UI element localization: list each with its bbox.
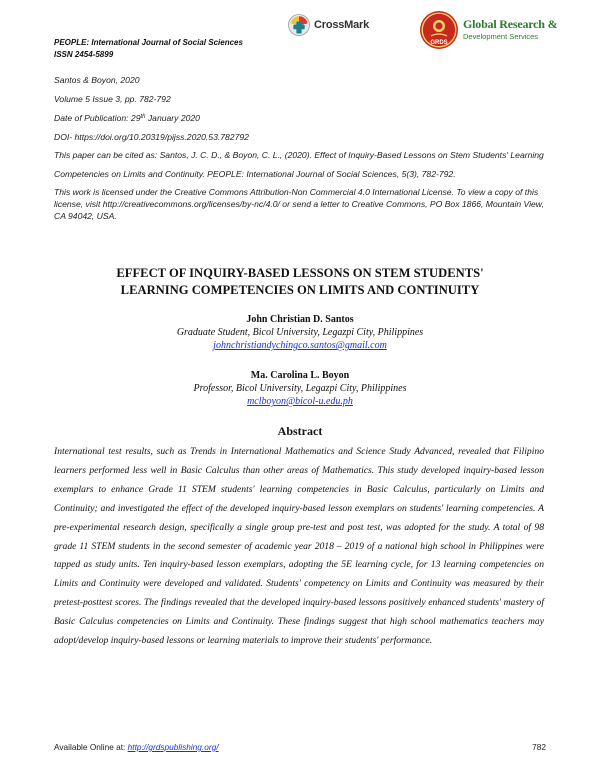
author-email-link[interactable]: mclboyon@bicol-u.edu.ph: [247, 396, 353, 407]
availability-label: Available Online at:: [54, 742, 128, 752]
author-block-2: [40, 369, 560, 408]
citation-text: This paper can be cited as: Santos, J. C. D., & Boyon, C. L., (2020). Effect of Inquiry-Based Lessons on Stem Students' Learning Competencies on Limits and Continuity. PEOPLE: International Journal of Social Sciences, 5(3), 782-792.: [54, 150, 544, 179]
paper-title: [40, 265, 560, 299]
crossmark-label: CrossMark: [314, 19, 370, 31]
journal-issn: ISSN 2454-5899: [54, 50, 114, 59]
page-number: 782: [532, 742, 546, 752]
abstract-text: International test results, such as Trends in International Mathematics and Science Study Advanced, revealed that Filipino learners performed less well in Basic Calculus than other areas of Mathematics. This study developed inquiry-based lesson exemplars to enhance Grade 11 STEM students' learning competencies in Basic Calculus, particularly on Limits and Continuity; and investigated the effect of the developed inquiry-based lesson exemplars on students' learning competencies. A pre-experimental research design, specifically a single group pre-test and post test, was adopted for the study. A total of 98 grade 11 STEM students in the second semester of academic year 2018 – 2019 of a national high school in Philippines were tapped as study units. Ten inquiry-based lesson exemplars, adopting the 5E learning cycle, for 13 learning competencies on Limits and Continuity were developed and validated. Students' competency on Limits and Continuity was measured by their pretest-posttest scores. The findings revealed that the developed inquiry-based lessons positively enhanced students' mastery of Basic Calculus competencies on Limits and Continuity. These findings suggest that high school mathematics teachers may adopt/develop inquiry-based lessons or learning materials to improve their students' performance.: [54, 446, 544, 647]
publisher-seal-icon: [419, 10, 459, 50]
author-affiliation: Professor, Bicol University, Legazpi City, Philippines: [193, 383, 407, 394]
abstract-heading: Abstract: [277, 424, 323, 438]
publisher-logo: [419, 10, 557, 50]
journal-header: [54, 37, 243, 61]
publisher-name: Global Research &: [463, 16, 558, 31]
authors-short: Santos & Boyon, 2020: [54, 75, 140, 85]
crossmark-icon: [288, 14, 310, 36]
author-name: Ma. Carolina L. Boyon: [250, 370, 350, 381]
license-text: This work is licensed under the Creative Commons Attribution-Non Commercial 4.0 International License. To view a copy of this license, visit http://creativecommons.org/licenses/by-nc/4.0/ or send a letter to Creative Commons, PO Box 1866, Mountain View, CA 94042, USA.: [54, 187, 544, 221]
volume-pages: Volume 5 Issue 3, pp. 782-792: [54, 93, 171, 104]
paper-metadata: [54, 71, 554, 222]
journal-name: PEOPLE: International Journal of Social Sciences: [54, 38, 243, 47]
publisher-seal-text: GRDS: [430, 40, 448, 46]
doi-link[interactable]: DOI- https://doi.org/10.20319/pijss.2020.53.782792: [54, 131, 249, 142]
pub-date-sup: th: [140, 114, 146, 120]
pub-date-prefix: Date of Publication: 29: [54, 113, 141, 123]
publisher-subtitle: Development Services: [463, 31, 539, 41]
page-footer: [54, 742, 546, 752]
pub-date-suffix: January 2020: [145, 113, 200, 123]
publisher-url-link[interactable]: http://grdspublishing.org/: [127, 742, 219, 752]
publication-date: [54, 108, 554, 128]
crossmark-logo[interactable]: [288, 14, 369, 36]
author-name: John Christian D. Santos: [246, 314, 354, 325]
title-line-1: EFFECT OF INQUIRY-BASED LESSONS ON STEM STUDENTS': [116, 266, 484, 280]
author-affiliation: Graduate Student, Bicol University, Legazpi City, Philippines: [176, 327, 424, 338]
author-email-link[interactable]: johnchristiandychingco.santos@gmail.com: [213, 340, 387, 351]
author-block-1: [40, 313, 560, 352]
title-line-2: LEARNING COMPETENCIES ON LIMITS AND CONTINUITY: [120, 283, 480, 297]
availability-note: [54, 742, 219, 752]
